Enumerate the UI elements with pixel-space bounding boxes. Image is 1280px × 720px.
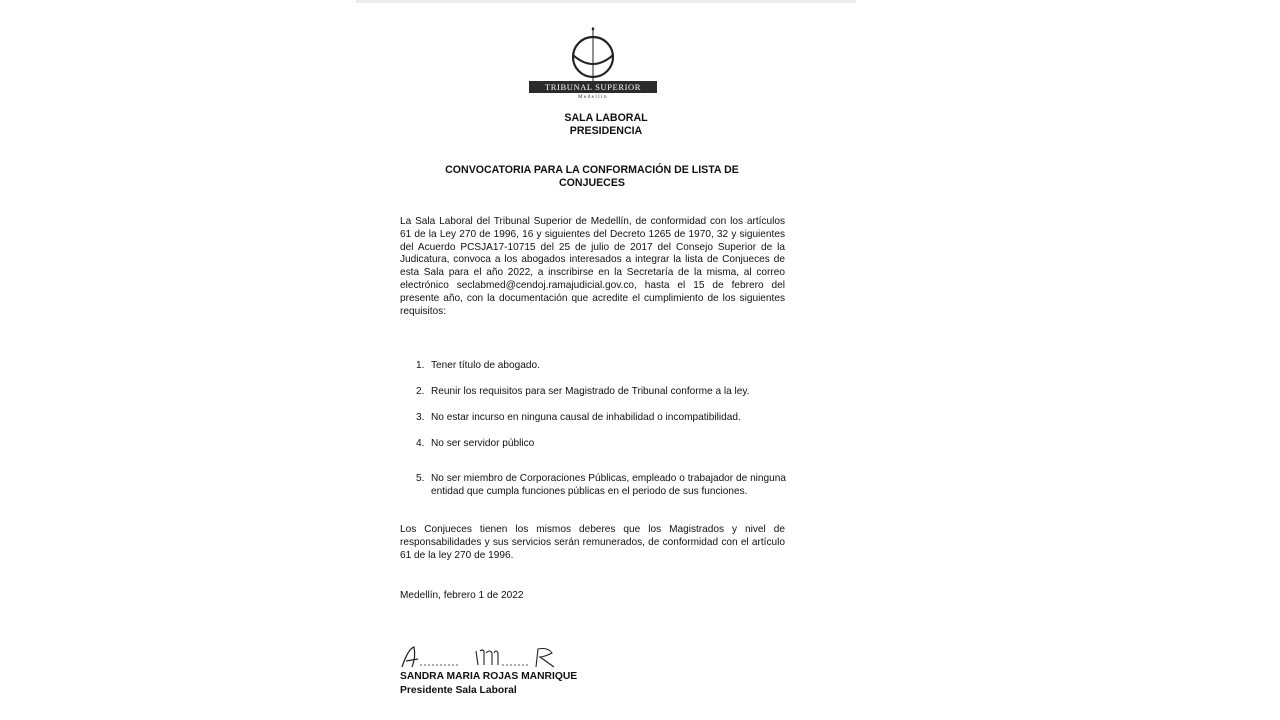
requirement-item — [416, 386, 786, 399]
title-line-2: CONJUECES — [559, 177, 625, 189]
requirement-item — [416, 438, 786, 451]
requirement-text: No estar incurso en ninguna causal de inhabilidad o incompatibilidad. — [431, 412, 741, 423]
requirement-number: 1. — [416, 360, 425, 371]
handwritten-signature — [398, 643, 568, 671]
requirement-number: 3. — [416, 412, 425, 423]
intro-paragraph: La Sala Laboral del Tribunal Superior de Medellín, de conformidad con los artículos 61 de la Ley 270 de 1996, 16 y siguientes del Decreto 1265 de 1970, 32 y siguientes del Acuerdo PCSJA17-10715 del 25 de julio de 2017 del Consejo Superior de la Judicatura, convoca a los abogados interesados a integrar la lista de Conjueces de esta Sala para el año 2022, a inscribirse en la Secretaría de la misma, al correo electrónico seclabmed@cendoj.ramajudicial.gov.co, hasta el 15 de febrero del presente año, con la documentación que acredite el cumplimiento de los siguientes requisitos: — [400, 216, 785, 317]
requirement-number: 2. — [416, 386, 425, 397]
requirement-text: No ser servidor público — [431, 438, 535, 449]
requirement-number: 5. — [416, 473, 425, 484]
logo-wordmark: TRIBUNAL SUPERIOR — [529, 81, 657, 93]
signer-name: SANDRA MARIA ROJAS MANRIQUE — [400, 671, 578, 682]
requirement-number: 4. — [416, 438, 425, 449]
requirement-item — [416, 473, 786, 499]
logo-city: Medellín — [577, 95, 609, 100]
header-line-sala: SALA LABORAL — [564, 112, 648, 124]
tribunal-logo — [529, 25, 659, 103]
requirement-text: Reunir los requisitos para ser Magistrado de Tribunal conforme a la ley. — [431, 386, 750, 397]
date-line: Medellín, febrero 1 de 2022 — [400, 590, 524, 601]
page-top-edge — [356, 0, 856, 3]
title-line-1: CONVOCATORIA PARA LA CONFORMACIÓN DE LISTA DE — [445, 164, 739, 176]
requirement-item — [416, 412, 786, 425]
closing-paragraph: Los Conjueces tienen los mismos deberes que los Magistrados y nivel de responsabilidades y sus servicios serán remunerados, de conformidad con el artículo 61 de la ley 270 de 1996. — [400, 524, 785, 561]
header-line-presidencia: PRESIDENCIA — [569, 125, 643, 137]
requirement-text: Tener título de abogado. — [431, 360, 540, 371]
document-title — [386, 164, 798, 190]
requirement-text: No ser miembro de Corporaciones Públicas, empleado o trabajador de ninguna entidad que cumpla funciones públicas en el periodo de sus funciones. — [431, 473, 786, 497]
department-header — [356, 112, 856, 138]
requirement-item — [416, 360, 786, 373]
signer-title: Presidente Sala Laboral — [400, 685, 517, 696]
tribunal-emblem-icon — [529, 25, 659, 83]
